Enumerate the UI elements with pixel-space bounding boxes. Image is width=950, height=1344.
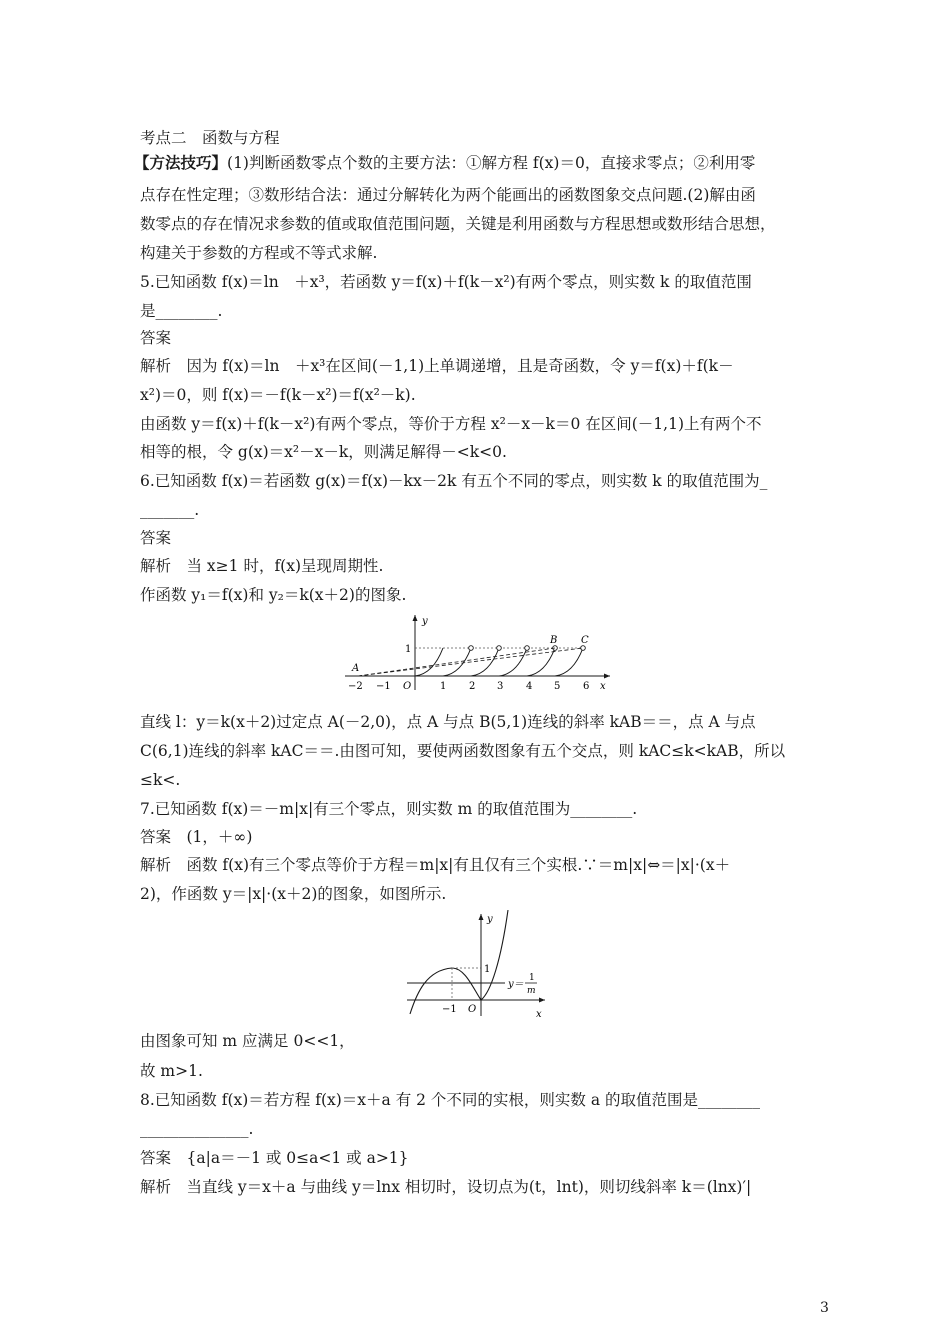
point-a-label: A: [352, 663, 360, 674]
q7-after-1: 故 m>1.: [140, 1062, 203, 1080]
frac-numerator: 1: [529, 973, 535, 983]
q5-question-1: 是________.: [140, 302, 223, 320]
q6-question-1: _______.: [140, 501, 200, 519]
q7-analysis-1: 2)，作函数 y＝|x|·(x＋2)的图象，如图所示.: [140, 885, 447, 903]
q7-answer: 答案 (1，＋∞): [140, 828, 253, 846]
x-tick-6: 6: [583, 681, 590, 692]
x-tick-4: 4: [526, 681, 533, 692]
q6-analysis-0: 解析 当 x≥1 时，f(x)呈现周期性.: [140, 557, 384, 575]
frac-denominator: m: [527, 986, 536, 996]
q5-analysis-0: 解析 因为 f(x)＝ln ＋x³在区间(－1,1)上单调递增，且是奇函数，令 y＝f(x)＋f(k－: [140, 357, 734, 375]
q7-analysis-0: 解析 函数 f(x)有三个零点等价于方程＝m|x|有且仅有三个实根.∵＝m|x|⇔＝|x|·(x＋: [140, 856, 731, 874]
x-tick-neg2: −2: [348, 681, 363, 692]
q8-answer: 答案 {a|a＝－1 或 0≤a<1 或 a>1}: [140, 1149, 409, 1167]
periodic-function-graph: [340, 612, 615, 692]
q8-question-0: 8.已知函数 f(x)＝若方程 f(x)＝x＋a 有 2 个不同的实根，则实数 a 的取值范围是________: [140, 1091, 761, 1109]
x-tick-3: 3: [497, 681, 504, 692]
method-label: 【方法技巧】: [134, 154, 228, 172]
y-axis-label: y: [487, 914, 493, 925]
y-tick-1: 1: [484, 964, 491, 975]
x-tick-neg1: −1: [442, 1004, 457, 1015]
origin-label: O: [403, 681, 412, 692]
x-tick-neg1: −1: [376, 681, 391, 692]
q8-analysis: 解析 当直线 y＝x＋a 与曲线 y＝lnx 相切时，设切点为(t，lnt)，则切线斜率 k＝(lnx)′|: [140, 1178, 752, 1196]
q5-analysis-2: 由函数 y＝f(x)＋f(k－x²)有两个零点，等价于方程 x²－x－k＝0 在区间(－1,1)上有两个不: [140, 415, 762, 433]
x-axis-label: x: [536, 1009, 542, 1020]
method-text-2: 数零点的存在情况求参数的值或取值范围问题，关键是利用函数与方程思想或数形结合思想，: [140, 215, 776, 233]
method-text-1: 点存在性定理；③数形结合法：通过分解转化为两个能画出的函数图象交点问题.(2)解由函: [140, 186, 756, 204]
q7-question: 7.已知函数 f(x)＝－m|x|有三个零点，则实数 m 的取值范围为________.: [140, 800, 638, 818]
q5-analysis-3: 相等的根，令 g(x)＝x²－x－k，则满足解得－<k<0.: [140, 443, 507, 461]
q5-answer: 答案: [140, 329, 172, 347]
q6-answer: 答案: [140, 529, 172, 547]
abs-cubic-graph: [405, 910, 555, 1020]
origin-label: O: [468, 1004, 477, 1015]
x-tick-2: 2: [469, 681, 476, 692]
q6-analysis-1: 作函数 y₁＝f(x)和 y₂＝k(x＋2)的图象.: [140, 586, 407, 604]
q7-after-0: 由图象可知 m 应满足 0<<1，: [140, 1032, 355, 1050]
q6-after-1: C(6,1)连线的斜率 kAC＝＝.由图可知，要使两函数图象有五个交点，则 kAC≤k<kAB，所以: [140, 742, 786, 760]
line-label: y＝: [508, 979, 524, 990]
point-b-label: B: [550, 635, 558, 646]
x-tick-5: 5: [554, 681, 561, 692]
section-title: 考点二 函数与方程: [140, 129, 280, 147]
q6-after-0: 直线 l：y＝k(x＋2)过定点 A(－2,0)，点 A 与点 B(5,1)连线的斜率 kAB＝＝，点 A 与点: [140, 713, 756, 731]
q6-question-0: 6.已知函数 f(x)＝若函数 g(x)＝f(x)－kx－2k 有五个不同的零点，则实数 k 的取值范围为_: [140, 472, 768, 490]
x-tick-1: 1: [440, 681, 447, 692]
point-c-label: C: [581, 635, 589, 646]
method-line-0: [134, 153, 755, 173]
y-tick-1: 1: [405, 644, 412, 655]
q5-question-0: 5.已知函数 f(x)＝ln ＋x³，若函数 y＝f(x)＋f(k－x²)有两个零点，则实数 k 的取值范围: [140, 273, 752, 291]
q8-question-1: ______________.: [140, 1120, 254, 1138]
page-number: 3: [820, 1300, 829, 1316]
q6-after-2: ≤k<.: [140, 771, 181, 789]
method-text-3: 构建关于参数的方程或不等式求解.: [140, 244, 378, 262]
q5-analysis-1: x²)＝0，则 f(x)＝－f(k－x²)＝f(x²－k).: [140, 386, 416, 404]
x-axis-label: x: [600, 681, 606, 692]
y-axis-label: y: [422, 616, 428, 627]
method-text-0: (1)判断函数零点个数的主要方法：①解方程 f(x)＝0，直接求零点；②利用零: [227, 154, 756, 172]
